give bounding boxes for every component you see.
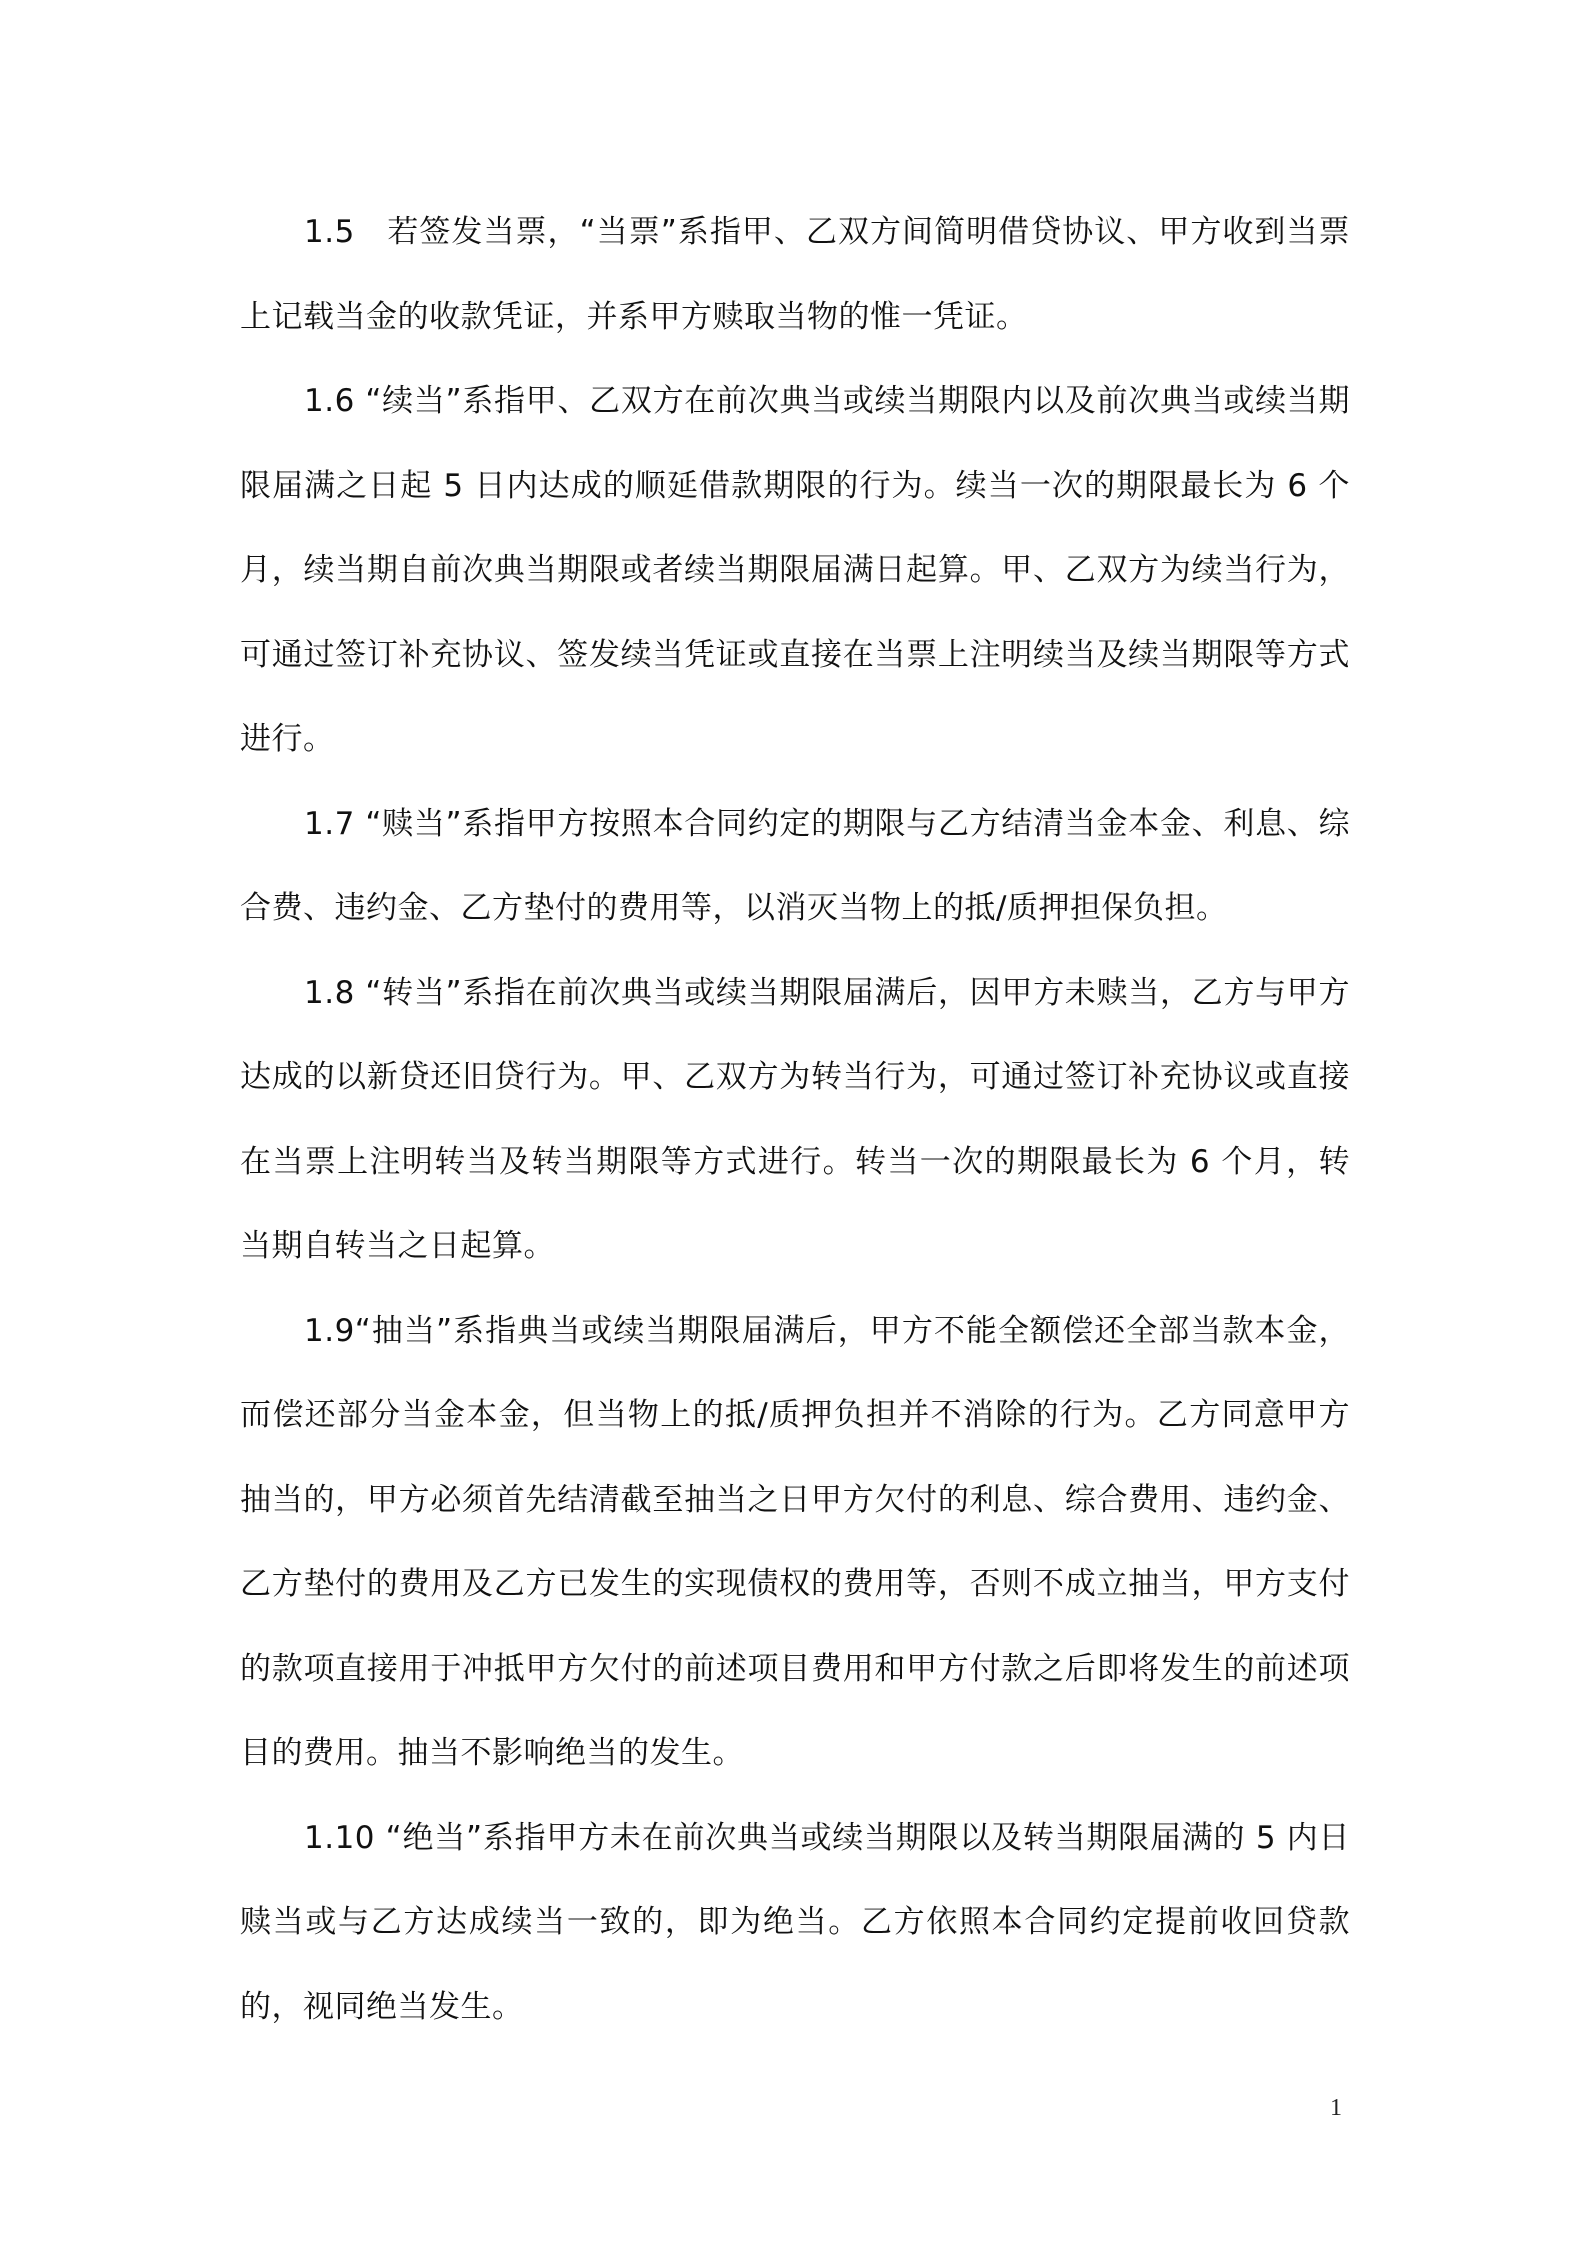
paragraph-1-9: 1.9“抽当”系指典当或续当期限届满后，甲方不能全额偿还全部当款本金，而偿还部分当金本金，但当物上的抵/质押负担并不消除的行为。乙方同意甲方抽当的，甲方必须首先结清截至抽当之日甲方欠付的利息、综合费用、违约金、乙方垫付的费用及乙方已发生的实现债权的费用等，否则不成立抽当，甲方支付的款项直接用于冲抵甲方欠付的前述项目费用和甲方付款之后即将发生的前述项目的费用。抽当不影响绝当的发生。 bbox=[240, 1312, 1350, 1771]
document-body bbox=[240, 190, 1350, 2049]
paragraph-1-8: 1.8 “转当”系指在前次典当或续当期限届满后，因甲方未赎当，乙方与甲方达成的以新贷还旧贷行为。甲、乙双方为转当行为，可通过签订补充协议或直接在当票上注明转当及转当期限等方式进行。转当一次的期限最长为 6 个月，转当期自转当之日起算。 bbox=[240, 974, 1350, 1264]
paragraph-1-7: 1.7 “赎当”系指甲方按照本合同约定的期限与乙方结清当金本金、利息、综合费、违约金、乙方垫付的费用等，以消灭当物上的抵/质押担保负担。 bbox=[240, 805, 1350, 926]
paragraph-1-5: 1.5 若签发当票，“当票”系指甲、乙双方间简明借贷协议、甲方收到当票上记载当金的收款凭证，并系甲方赎取当物的惟一凭证。 bbox=[240, 214, 1350, 335]
paragraph-1-10: 1.10 “绝当”系指甲方未在前次典当或续当期限以及转当期限届满的 5 内日赎当或与乙方达成续当一致的，即为绝当。乙方依照本合同约定提前收回贷款的，视同绝当发生。 bbox=[240, 1819, 1350, 2025]
paragraph-1-6: 1.6 “续当”系指甲、乙双方在前次典当或续当期限内以及前次典当或续当期限届满之日起 5 日内达成的顺延借款期限的行为。续当一次的期限最长为 6 个月，续当期自前次典当期限或者续当期限届满日起算。甲、乙双方为续当行为，可通过签订补充协议、签发续当凭证或直接在当票上注明续当及续当期限等方式进行。 bbox=[240, 383, 1350, 757]
page-number: 1 bbox=[1330, 2095, 1342, 2121]
